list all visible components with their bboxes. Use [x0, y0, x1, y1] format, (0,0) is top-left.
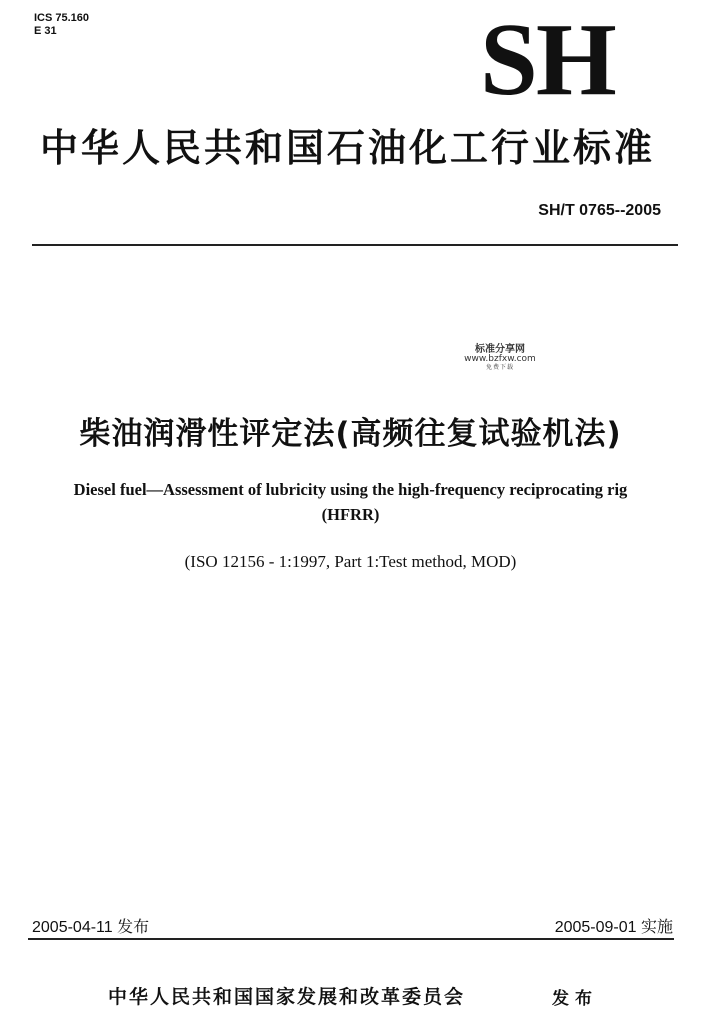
watermark — [440, 344, 560, 371]
title-english-line2: (HFRR) — [321, 505, 380, 524]
watermark-line3: 免费下载 — [485, 364, 514, 371]
title-english — [20, 477, 681, 527]
implement-date: 2005-09-01 实施 — [554, 919, 673, 936]
classification-code: E 31 — [34, 25, 57, 37]
watermark-line2: www.bzfxw.com — [464, 354, 536, 364]
issuing-authority: 中华人民共和国国家发展和改革委员会 — [108, 986, 466, 1008]
publish-date: 2005-04-11 发布 — [32, 919, 150, 936]
standard-number: SH/T 0765--2005 — [538, 202, 661, 219]
ics-code: ICS 75.160 — [34, 12, 90, 24]
industry-mark-logo: SH — [480, 2, 615, 117]
bottom-divider — [28, 938, 674, 940]
standard-heading: 中华人民共和国石油化工行业标准 — [40, 126, 656, 170]
adoption-note: (ISO 12156 - 1:1997, Part 1:Test method, MOD) — [184, 552, 517, 571]
issue-label: 发布 — [552, 989, 598, 1009]
title-chinese: 柴油润滑性评定法(高频往复试验机法) — [79, 416, 622, 452]
title-english-line1: Diesel fuel—Assessment of lubricity using the high-frequency reciprocating rig — [73, 480, 628, 499]
watermark-line1: 标准分享网 — [475, 344, 525, 355]
top-divider — [32, 244, 678, 246]
